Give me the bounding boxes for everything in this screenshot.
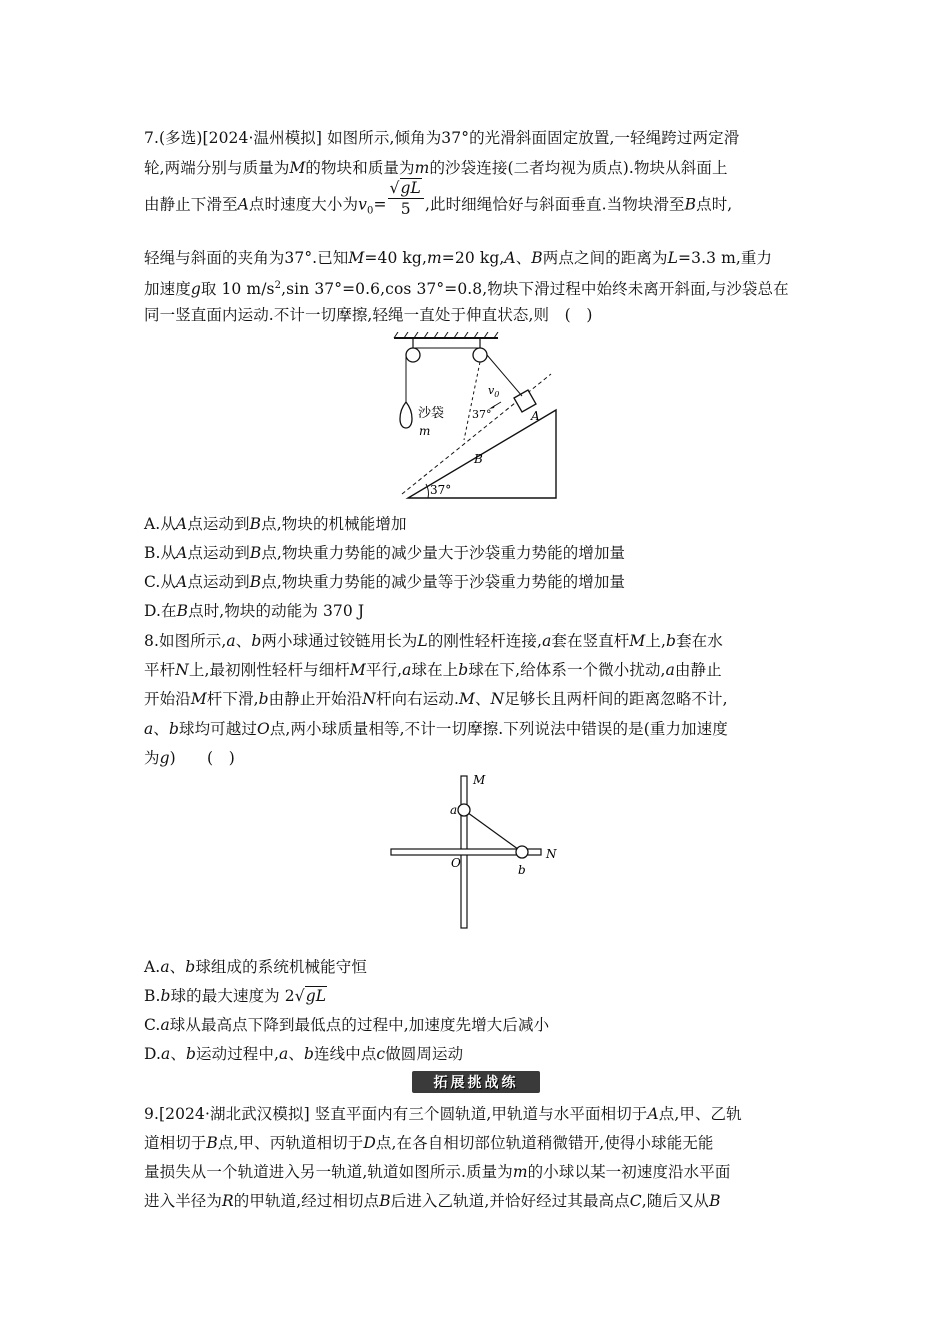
q7-line-4: 轻绳与斜面的夹角为37°.已知M=40 kg,m=20 kg,A、B两点之间的距离为L=3.3 m,重力 xyxy=(144,249,773,267)
label-37-upper: 37° xyxy=(472,408,492,421)
q7-option-a: A.从A点运动到B点,物块的机械能增加 xyxy=(144,515,407,533)
q8-line-1: 8.如图所示,a、b两小球通过铰链用长为L的刚性轻杆连接,a套在竖直杆M上,b套在水 xyxy=(144,632,723,650)
q9-line-1: 9.[2024·湖北武汉模拟] 竖直平面内有三个圆轨道,甲轨道与水平面相切于A点,甲、乙轨 xyxy=(144,1105,742,1123)
q8-line-4: a、b球均可越过O点,两小球质量相等,不计一切摩擦.下列说法中错误的是(重力加速度 xyxy=(144,720,728,738)
label-bag: 沙袋 xyxy=(418,406,445,421)
q7-line-1: 7.(多选)[2024·温州模拟] 如图所示,倾角为37°的光滑斜面固定放置,一轻绳跨过两定滑 xyxy=(144,129,740,147)
q8-line-3: 开始沿M杆下滑,b由静止开始沿N杆向右运动.M、N足够长且两杆间的距离忽略不计, xyxy=(144,690,728,708)
q8-option-a: A.a、b球组成的系统机械能守恒 xyxy=(144,958,367,976)
q8-option-d: D.a、b运动过程中,a、b连线中点c做圆周运动 xyxy=(144,1045,464,1063)
q9-line-2: 道相切于B点,甲、丙轨道相切于D点,在各自相切部位轨道稍微错开,使得小球能无能 xyxy=(144,1134,714,1152)
q7-line-3: 由静止下滑至A点时速度大小为$v_0=$ $\frac{√gL}{5}$ ,此时细绳恰好与斜面垂直.当物块滑至B点时, xyxy=(144,179,733,218)
q7-line-6: 同一竖直面内运动.不计一切摩擦,轻绳一直处于伸直状态,则 ( ) xyxy=(144,306,593,324)
sandbag xyxy=(400,402,412,428)
label-N: N xyxy=(546,847,557,861)
incline-figure xyxy=(388,332,568,502)
q7-line-5: 加速度g取 10 $m/s^2,\sin$ 37°=0.6,cos 37°=0.8,物块下滑过程中始终未离开斜面,与沙袋总在 xyxy=(144,280,789,299)
q9-line-4: 进入半径为R的甲轨道,经过相切点B后进入乙轨道,并恰好经过其最高点C,随后又从B xyxy=(144,1192,721,1210)
q8-option-b: B.b球的最大速度为 2√gL xyxy=(144,987,327,1005)
q7-option-b: B.从A点运动到B点,物块重力势能的减少量大于沙袋重力势能的增加量 xyxy=(144,544,626,562)
label-m: m xyxy=(419,424,431,438)
ball-b xyxy=(516,846,528,858)
q9-line-3: 量损失从一个轨道进入另一轨道,轨道如图所示.质量为m的小球以某一初速度沿水平面 xyxy=(144,1163,731,1181)
label-b: b xyxy=(518,863,526,877)
left-pulley xyxy=(406,348,420,362)
q8-option-c: C.a球从最高点下降到最低点的过程中,加速度先增大后减小 xyxy=(144,1016,550,1034)
label-O: O xyxy=(451,856,461,870)
q7-option-c: C.从A点运动到B点,物块重力势能的减少量等于沙袋重力势能的增加量 xyxy=(144,573,626,591)
label-37-lower: 37° xyxy=(430,483,452,497)
rigid-rod xyxy=(464,810,522,852)
right-pulley xyxy=(473,348,487,362)
label-M: M xyxy=(473,773,486,787)
section-banner: 拓展挑战练 xyxy=(412,1071,540,1093)
label-B: B xyxy=(474,452,483,466)
q8-line-2: 平杆N上,最初刚性轻杆与细杆M平行,a球在上b球在下,给体系一个微小扰动,a由静止 xyxy=(144,661,722,679)
q7-option-d: D.在B点时,物块的动能为 370 J xyxy=(144,602,365,620)
q8-line-5: 为g) ( ) xyxy=(144,749,235,767)
label-v0: $v_0$ xyxy=(488,384,500,399)
rods-figure xyxy=(388,770,558,932)
q7-line-2: 轮,两端分别与质量为M的物块和质量为m的沙袋连接(二者均视为质点).物块从斜面上 xyxy=(144,159,728,177)
label-a: a xyxy=(450,803,458,817)
v0-fraction: $\frac{√gL}{5}$ xyxy=(388,178,424,219)
ball-a xyxy=(458,804,470,816)
label-A: A xyxy=(531,409,540,423)
